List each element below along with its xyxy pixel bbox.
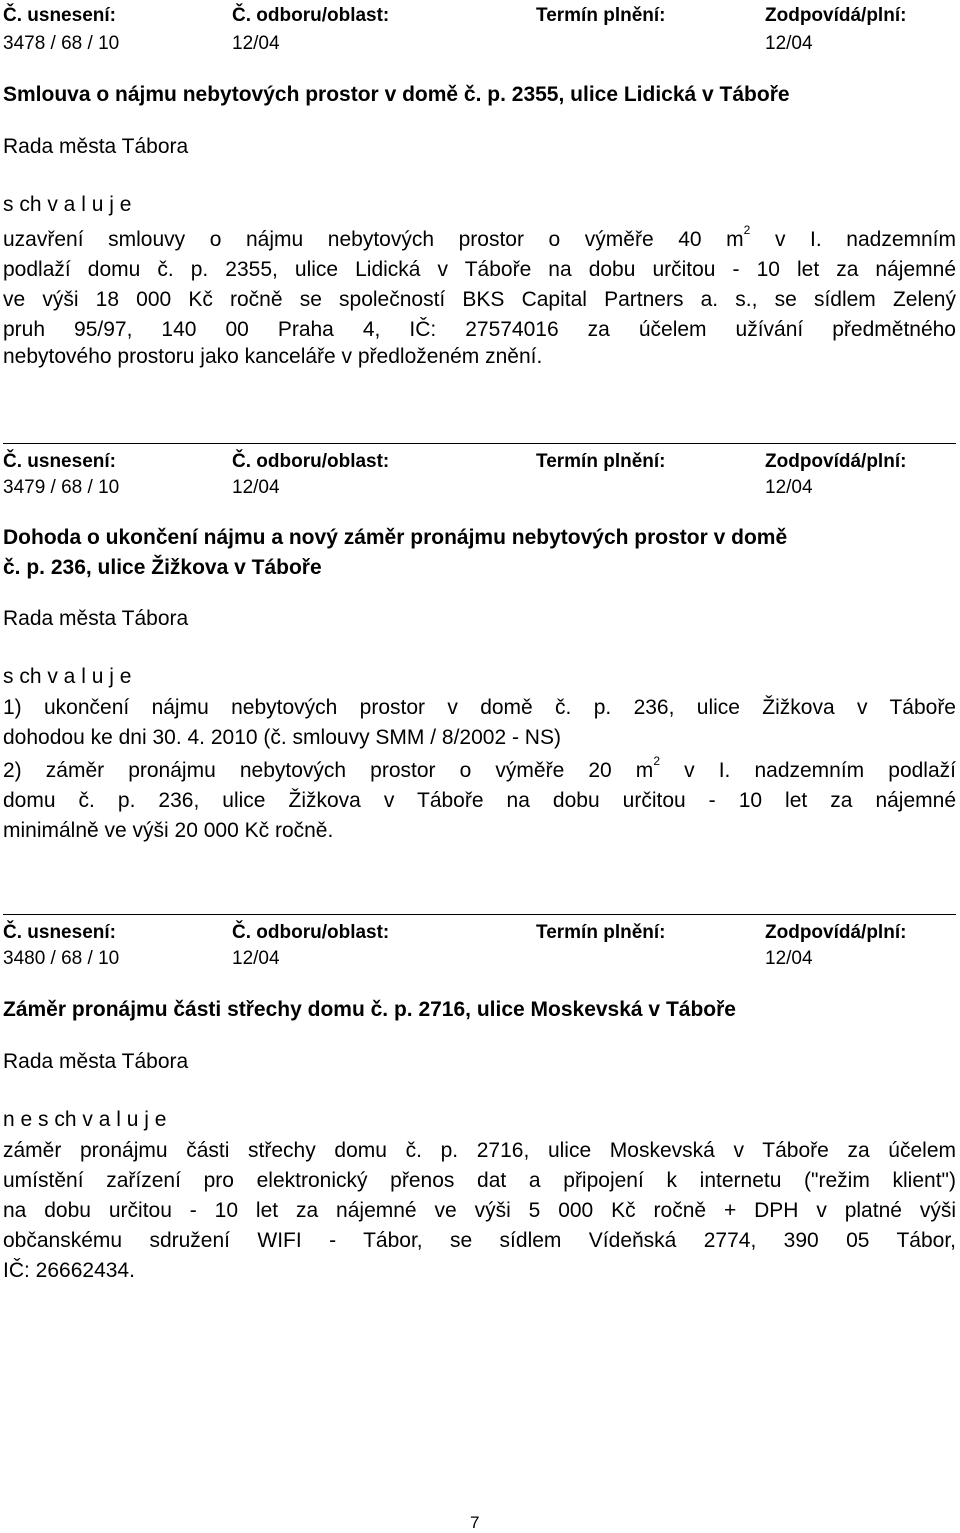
responsible-code: 12/04: [765, 33, 813, 54]
responsible-code: 12/04: [765, 948, 813, 969]
section-divider: [3, 443, 956, 444]
council-name: Rada města Tábora: [3, 1050, 189, 1073]
council-name: Rada města Tábora: [3, 607, 189, 630]
body-line: domu č. p. 236, ulice Žižkova v Táboře na dobu určitou - 10 let za nájemné: [3, 789, 956, 812]
decision-verb: s ch v a l u j e: [3, 193, 132, 216]
body-line: nebytového prostoru jako kanceláře v předloženém znění.: [3, 345, 543, 368]
decision-verb: n e s ch v a l u j e: [3, 1108, 167, 1131]
resolution-title: Smlouva o nájmu nebytových prostor v domě č. p. 2355, ulice Lidická v Táboře: [3, 83, 790, 106]
decision-verb: s ch v a l u j e: [3, 665, 132, 688]
column-header: [3, 922, 954, 944]
body-line: podlaží domu č. p. 2355, ulice Lidická v Táboře na dobu určitou - 10 let za nájemné: [3, 258, 956, 281]
body-line: 2) záměr pronájmu nebytových prostor o výměře 20 $m^2$ v I. nadzemním podlaží: [3, 754, 956, 782]
section-divider: [3, 914, 956, 915]
header-responsible: Zodpovídá/plní:: [765, 451, 907, 472]
header-resolution-number: Č. usnesení:: [3, 451, 116, 472]
header-deadline: Termín plnění:: [536, 922, 666, 943]
body-line: IČ: 26662434.: [3, 1259, 135, 1282]
body-line: pruh 95/97, 140 00 Praha 4, IČ: 27574016 za účelem užívání předmětného: [3, 318, 956, 341]
resolution-number: 3480 / 68 / 10: [3, 948, 120, 969]
body-line: dohodou ke dni 30. 4. 2010 (č. smlouvy SMM / 8/2002 - NS): [3, 726, 561, 749]
body-line: občanskému sdružení WIFI - Tábor, se sídlem Vídeňská 2774, 390 05 Tábor,: [3, 1229, 956, 1252]
body-line: uzavření smlouvy o nájmu nebytových prostor o výměře 40 $m^2$ v I. nadzemním: [3, 223, 956, 251]
body-line: minimálně ve výši 20 000 Kč ročně.: [3, 819, 334, 842]
department-code: 12/04: [232, 948, 280, 969]
column-header: [3, 5, 954, 27]
council-name: Rada města Tábora: [3, 135, 189, 158]
header-resolution-number: Č. usnesení:: [3, 5, 116, 26]
header-responsible: Zodpovídá/plní:: [765, 922, 907, 943]
body-line: ve výši 18 000 Kč ročně se společností BKS Capital Partners a. s., se sídlem Zelený: [3, 288, 956, 311]
responsible-code: 12/04: [765, 477, 813, 498]
resolution-title: Záměr pronájmu části střechy domu č. p. 2716, ulice Moskevská v Táboře: [3, 998, 736, 1021]
department-code: 12/04: [232, 33, 280, 54]
header-deadline: Termín plnění:: [536, 5, 666, 26]
header-department: Č. odboru/oblast:: [232, 451, 390, 472]
resolution-number: 3479 / 68 / 10: [3, 477, 120, 498]
column-header: [3, 451, 954, 473]
body-line: na dobu určitou - 10 let za nájemné ve výši 5 000 Kč ročně + DPH v platné výši: [3, 1199, 956, 1222]
header-deadline: Termín plnění:: [536, 451, 666, 472]
header-department: Č. odboru/oblast:: [232, 922, 390, 943]
header-department: Č. odboru/oblast:: [232, 5, 390, 26]
resolution-number: 3478 / 68 / 10: [3, 33, 120, 54]
body-line: umístění zařízení pro elektronický přenos dat a připojení k internetu ("režim klient"): [3, 1169, 956, 1192]
body-line: záměr pronájmu části střechy domu č. p. 2716, ulice Moskevská v Táboře za účelem: [3, 1139, 956, 1162]
resolution-title: Dohoda o ukončení nájmu a nový záměr pronájmu nebytových prostor v domě: [3, 526, 788, 549]
header-resolution-number: Č. usnesení:: [3, 922, 116, 943]
body-line: 1) ukončení nájmu nebytových prostor v domě č. p. 236, ulice Žižkova v Táboře: [3, 696, 956, 719]
resolution-title-cont: č. p. 236, ulice Žižkova v Táboře: [3, 556, 322, 579]
header-responsible: Zodpovídá/plní:: [765, 5, 907, 26]
page-number: 7: [470, 1513, 480, 1532]
department-code: 12/04: [232, 477, 280, 498]
